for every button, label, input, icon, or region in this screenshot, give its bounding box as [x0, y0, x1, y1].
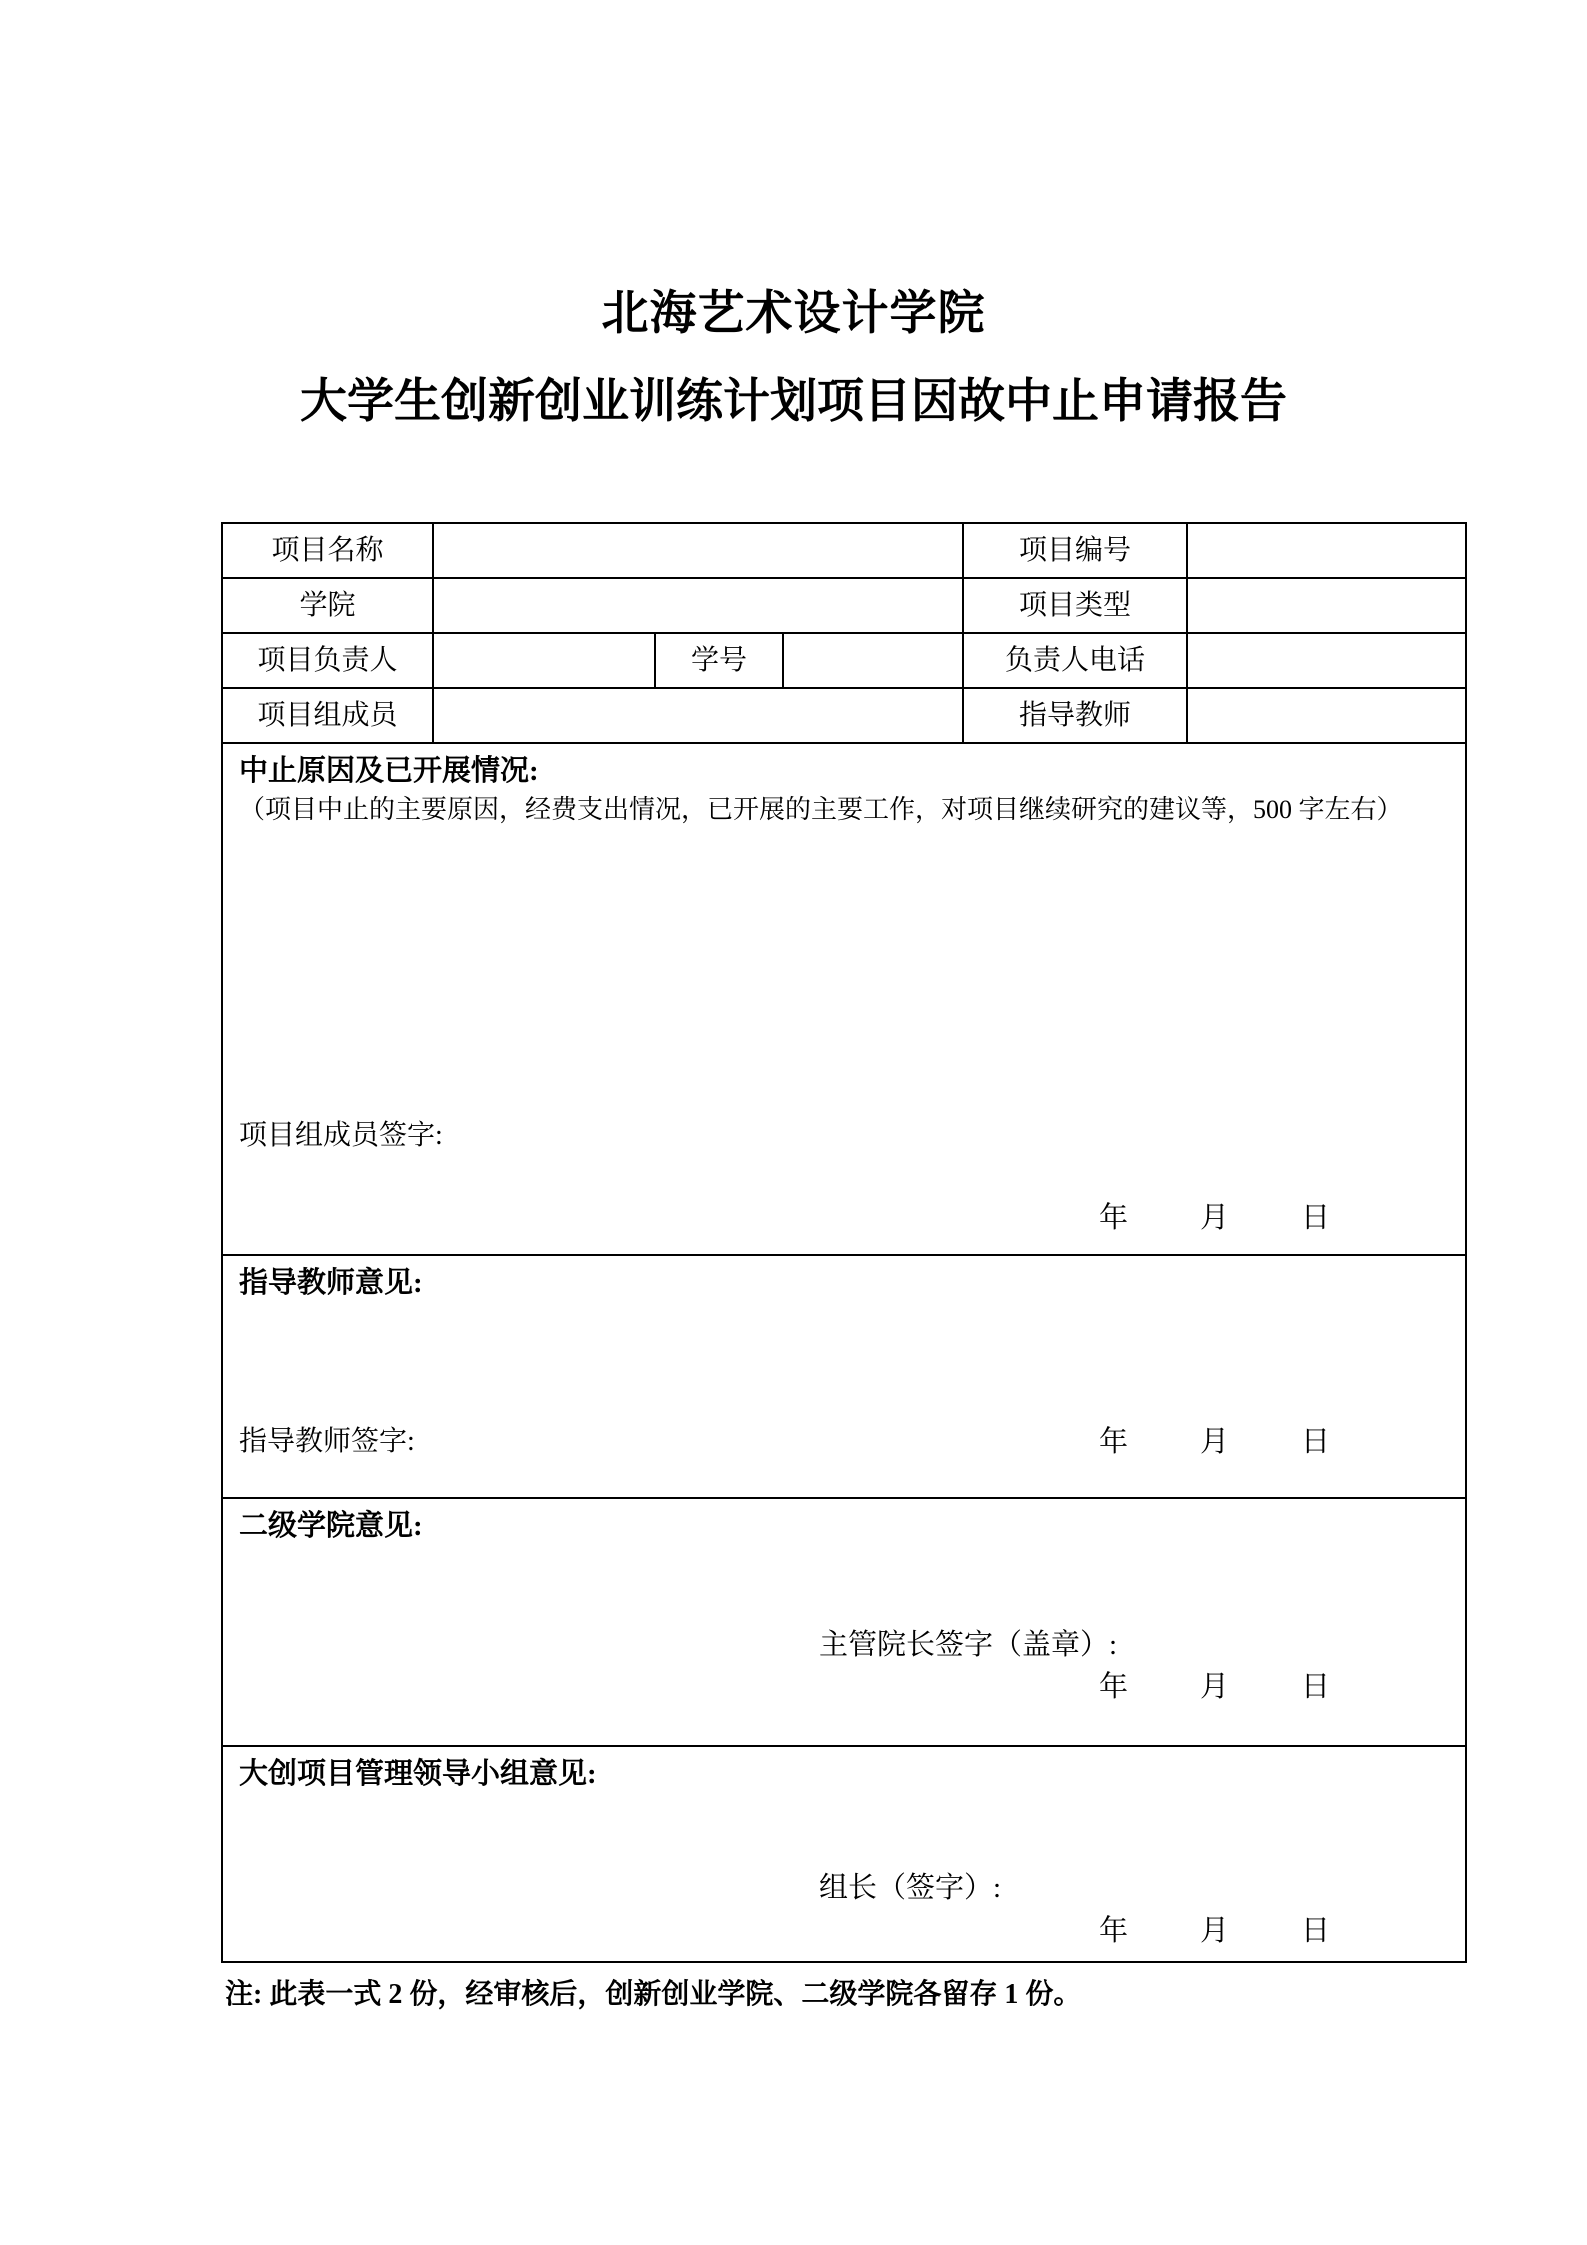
- date-day-label: 日: [1300, 1671, 1330, 1703]
- date-day-label: 日: [1300, 1426, 1330, 1458]
- group-leader-signature-label: 组长（签字）:: [819, 1872, 1002, 1904]
- project-info-grid: [223, 524, 1465, 744]
- field-value-college[interactable]: [434, 579, 964, 634]
- date-day-label: 日: [1300, 1202, 1330, 1234]
- date-line: [1099, 1673, 1330, 1702]
- application-form-table: [221, 522, 1467, 1963]
- section-advisor-opinion[interactable]: [223, 1254, 1465, 1497]
- field-value-project-name[interactable]: [434, 524, 964, 579]
- field-value-leader-phone[interactable]: [1188, 634, 1465, 689]
- field-label-student-id: 学号: [656, 634, 784, 689]
- field-value-student-id[interactable]: [784, 634, 964, 689]
- date-line: [1099, 1204, 1330, 1233]
- section-college-opinion[interactable]: [223, 1497, 1465, 1745]
- advisor-signature-label: 指导教师签字:: [239, 1426, 415, 1457]
- date-month-label: 月: [1199, 1426, 1229, 1458]
- field-label-advisor: 指导教师: [964, 689, 1188, 744]
- date-month-label: 月: [1199, 1915, 1229, 1947]
- date-year-label: 年: [1098, 1202, 1128, 1234]
- advisor-opinion-heading: 指导教师意见:: [239, 1267, 423, 1299]
- field-label-project-type: 项目类型: [964, 579, 1188, 634]
- date-year-label: 年: [1098, 1671, 1128, 1703]
- field-value-project-members[interactable]: [434, 689, 964, 744]
- date-year-label: 年: [1098, 1426, 1128, 1458]
- field-label-project-members: 项目组成员: [223, 689, 434, 744]
- date-line: [1099, 1917, 1330, 1946]
- field-label-college: 学院: [223, 579, 434, 634]
- dean-signature-label: 主管院长签字（盖章）:: [819, 1629, 1118, 1661]
- date-month-label: 月: [1199, 1671, 1229, 1703]
- date-line: [1099, 1428, 1330, 1457]
- date-year-label: 年: [1098, 1915, 1128, 1947]
- field-value-project-type[interactable]: [1188, 579, 1465, 634]
- field-label-project-number: 项目编号: [964, 524, 1188, 579]
- form-footnote: 注: 此表一式 2 份，经审核后，创新创业学院、二级学院各留存 1 份。: [225, 1979, 1082, 2010]
- field-label-project-leader: 项目负责人: [223, 634, 434, 689]
- college-opinion-heading: 二级学院意见:: [239, 1510, 423, 1542]
- field-label-leader-phone: 负责人电话: [964, 634, 1188, 689]
- field-label-project-name: 项目名称: [223, 524, 434, 579]
- field-value-project-number[interactable]: [1188, 524, 1465, 579]
- project-members-signature-label: 项目组成员签字:: [239, 1120, 443, 1151]
- date-day-label: 日: [1300, 1915, 1330, 1947]
- field-value-project-leader[interactable]: [434, 634, 656, 689]
- date-month-label: 月: [1199, 1202, 1229, 1234]
- termination-reason-hint: （项目中止的主要原因，经费支出情况，已开展的主要工作，对项目继续研究的建议等，500 字左右）: [239, 795, 1403, 824]
- section-leading-group-opinion[interactable]: [223, 1745, 1465, 1961]
- leading-group-opinion-heading: 大创项目管理领导小组意见:: [239, 1758, 597, 1790]
- document-subtitle: 大学生创新创业训练计划项目因故中止申请报告: [300, 376, 1287, 428]
- document-title: 北海艺术设计学院: [601, 288, 986, 340]
- termination-reason-heading: 中止原因及已开展情况:: [239, 755, 539, 787]
- field-value-advisor[interactable]: [1188, 689, 1465, 744]
- section-termination-reason[interactable]: [223, 744, 1465, 1254]
